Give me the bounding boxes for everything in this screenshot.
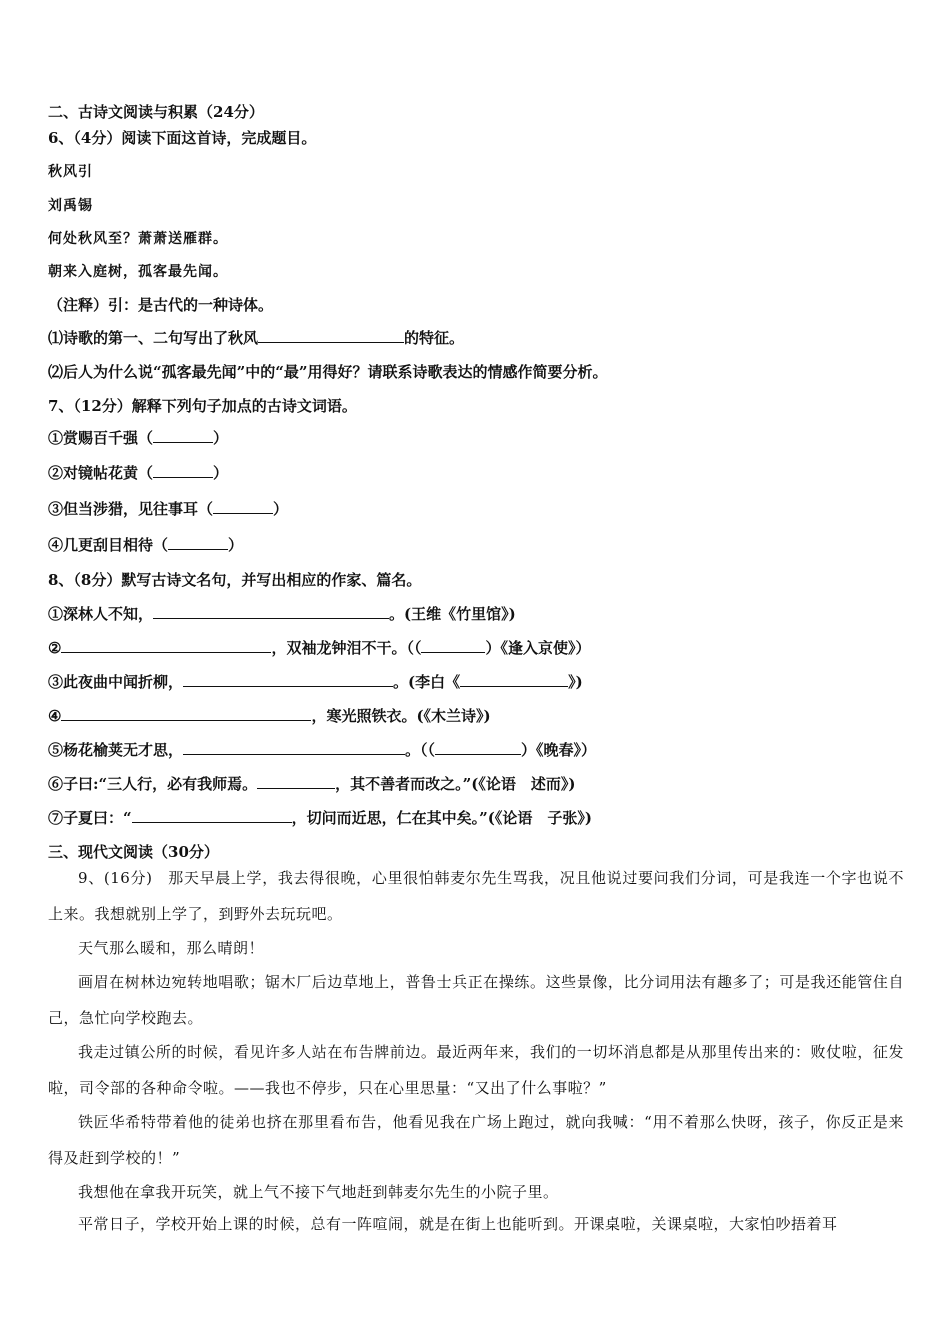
item-text: ②对镜帖花黄（ (48, 464, 154, 482)
question-8-item-2 (48, 638, 910, 658)
question-6-sub-2: ⑵后人为什么说“孤客最先闻”中的“最”用得好？请联系诗歌表达的情感作简要分析。 (48, 363, 608, 381)
question-8-item-5 (48, 740, 910, 760)
reading-paragraph-3: 画眉在树林边宛转地唱歌；锯木厂后边草地上，普鲁士兵正在操练。这些景像，比分词用法有趣多了；可是我还能管住自己，急忙向学校跑去。 (48, 973, 904, 1027)
item-text: ⑤杨花榆荚无才思， (48, 741, 184, 759)
answer-blank[interactable] (435, 740, 521, 755)
answer-blank[interactable] (153, 604, 389, 619)
question-7-item-2 (48, 463, 910, 483)
answer-blank[interactable] (61, 706, 311, 721)
item-text: 。(李白《 (393, 673, 461, 691)
item-close: ） (213, 429, 229, 447)
answer-blank[interactable] (213, 499, 273, 514)
question-8-item-7 (48, 808, 910, 828)
item-text: ⑦子夏曰：“ (48, 809, 132, 827)
item-source: ，寒光照铁衣。(《木兰诗》) (311, 707, 491, 725)
reading-paragraph-5: 铁匠华希特带着他的徒弟也挤在那里看布告，他看见我在广场上跑过，就向我喊：“用不着那么快呀，孩子，你反正是来得及赶到学校的！” (48, 1113, 904, 1167)
item-text: ⑥子曰:“三人行，必有我师焉。 (48, 775, 258, 793)
item-text: ①赏赐百千强（ (48, 429, 154, 447)
question-8-item-1 (48, 604, 910, 624)
answer-blank[interactable] (168, 535, 228, 550)
reading-paragraph-7: 平常日子，学校开始上课的时候，总有一阵喧闹，就是在街上也能听到。开课桌啦，关课桌啦，大家怕吵捂着耳 (78, 1215, 838, 1233)
item-source: 。(王维《竹里馆》) (389, 605, 516, 623)
item-text: ③但当涉猎，见往事耳（ (48, 500, 214, 518)
reading-paragraph-2: 天气那么暖和，那么晴朗！ (78, 939, 265, 957)
answer-blank[interactable] (421, 638, 485, 653)
item-source: ）《逢入京使》） (485, 639, 591, 657)
question-7-item-3 (48, 499, 910, 519)
item-close: ） (228, 536, 244, 554)
item-text: 。（（ (405, 741, 436, 759)
item-text: ，双袖龙钟泪不干。（（ (271, 639, 422, 657)
item-close: ） (273, 500, 289, 518)
reading-paragraph-1: 9、(16分) 那天早晨上学，我去得很晚，心里很怕韩麦尔先生骂我，况且他说过要问我们分词，可是我连一个字也说不上来。我想就别上学了，到野外去玩玩吧。 (48, 869, 904, 923)
question-8-item-6 (48, 774, 910, 794)
answer-blank[interactable] (183, 740, 405, 755)
item-source: ，切问而近思，仁在其中矣。”(《论语 子张》) (291, 809, 592, 827)
item-text: ④ (48, 707, 62, 725)
section-heading-modern: 三、现代文阅读（30分） (48, 843, 219, 861)
answer-blank[interactable] (460, 672, 568, 687)
item-text: ② (48, 639, 62, 657)
answer-blank[interactable] (132, 808, 292, 823)
item-text: ①深林人不知， (48, 605, 154, 623)
item-source: ）《晚春》） (521, 741, 597, 759)
reading-paragraph-6: 我想他在拿我开玩笑，就上气不接下气地赶到韩麦尔先生的小院子里。 (78, 1183, 559, 1201)
poem-title: 秋风引 (48, 164, 93, 180)
poem-note: （注释）引：是古代的一种诗体。 (48, 296, 274, 314)
sub-1-text-b: 的特征。 (404, 329, 465, 347)
answer-blank[interactable] (153, 463, 213, 478)
answer-blank[interactable] (257, 774, 335, 789)
item-text: ③此夜曲中闻折柳， (48, 673, 184, 691)
item-source: ，其不善者而改之。”(《论语 述而》) (335, 775, 576, 793)
reading-paragraph-4: 我走过镇公所的时候，看见许多人站在布告牌前边。最近两年来，我们的一切坏消息都是从那里传出来的：败仗啦，征发啦，司令部的各种命令啦。——我也不停步，只在心里思量：“又出了什么事啦？” (48, 1043, 904, 1097)
question-6-stem: 6、（4分）阅读下面这首诗，完成题目。 (48, 129, 317, 147)
question-7-item-4 (48, 535, 910, 555)
question-8-stem: 8、（8分）默写古诗文名句，并写出相应的作家、篇名。 (48, 571, 422, 589)
question-6-sub-1 (48, 328, 910, 348)
question-7-item-1 (48, 428, 910, 448)
answer-blank[interactable] (153, 428, 213, 443)
answer-blank[interactable] (61, 638, 271, 653)
answer-blank[interactable] (258, 328, 404, 343)
answer-blank[interactable] (183, 672, 393, 687)
sub-1-text-a: ⑴诗歌的第一、二句写出了秋风 (48, 329, 259, 347)
section-heading-classical: 二、古诗文阅读与积累（24分） (48, 103, 264, 121)
poem-line-2: 朝来入庭树，孤客最先闻。 (48, 264, 228, 280)
item-text: ④几更刮目相待（ (48, 536, 169, 554)
item-source: 》) (568, 673, 583, 691)
poem-author: 刘禹锡 (48, 198, 93, 214)
item-close: ） (213, 464, 229, 482)
question-8-item-3 (48, 672, 910, 692)
question-8-item-4 (48, 706, 910, 726)
question-7-stem: 7、（12分）解释下列句子加点的古诗文词语。 (48, 397, 357, 415)
poem-line-1: 何处秋风至？萧萧送雁群。 (48, 231, 228, 247)
